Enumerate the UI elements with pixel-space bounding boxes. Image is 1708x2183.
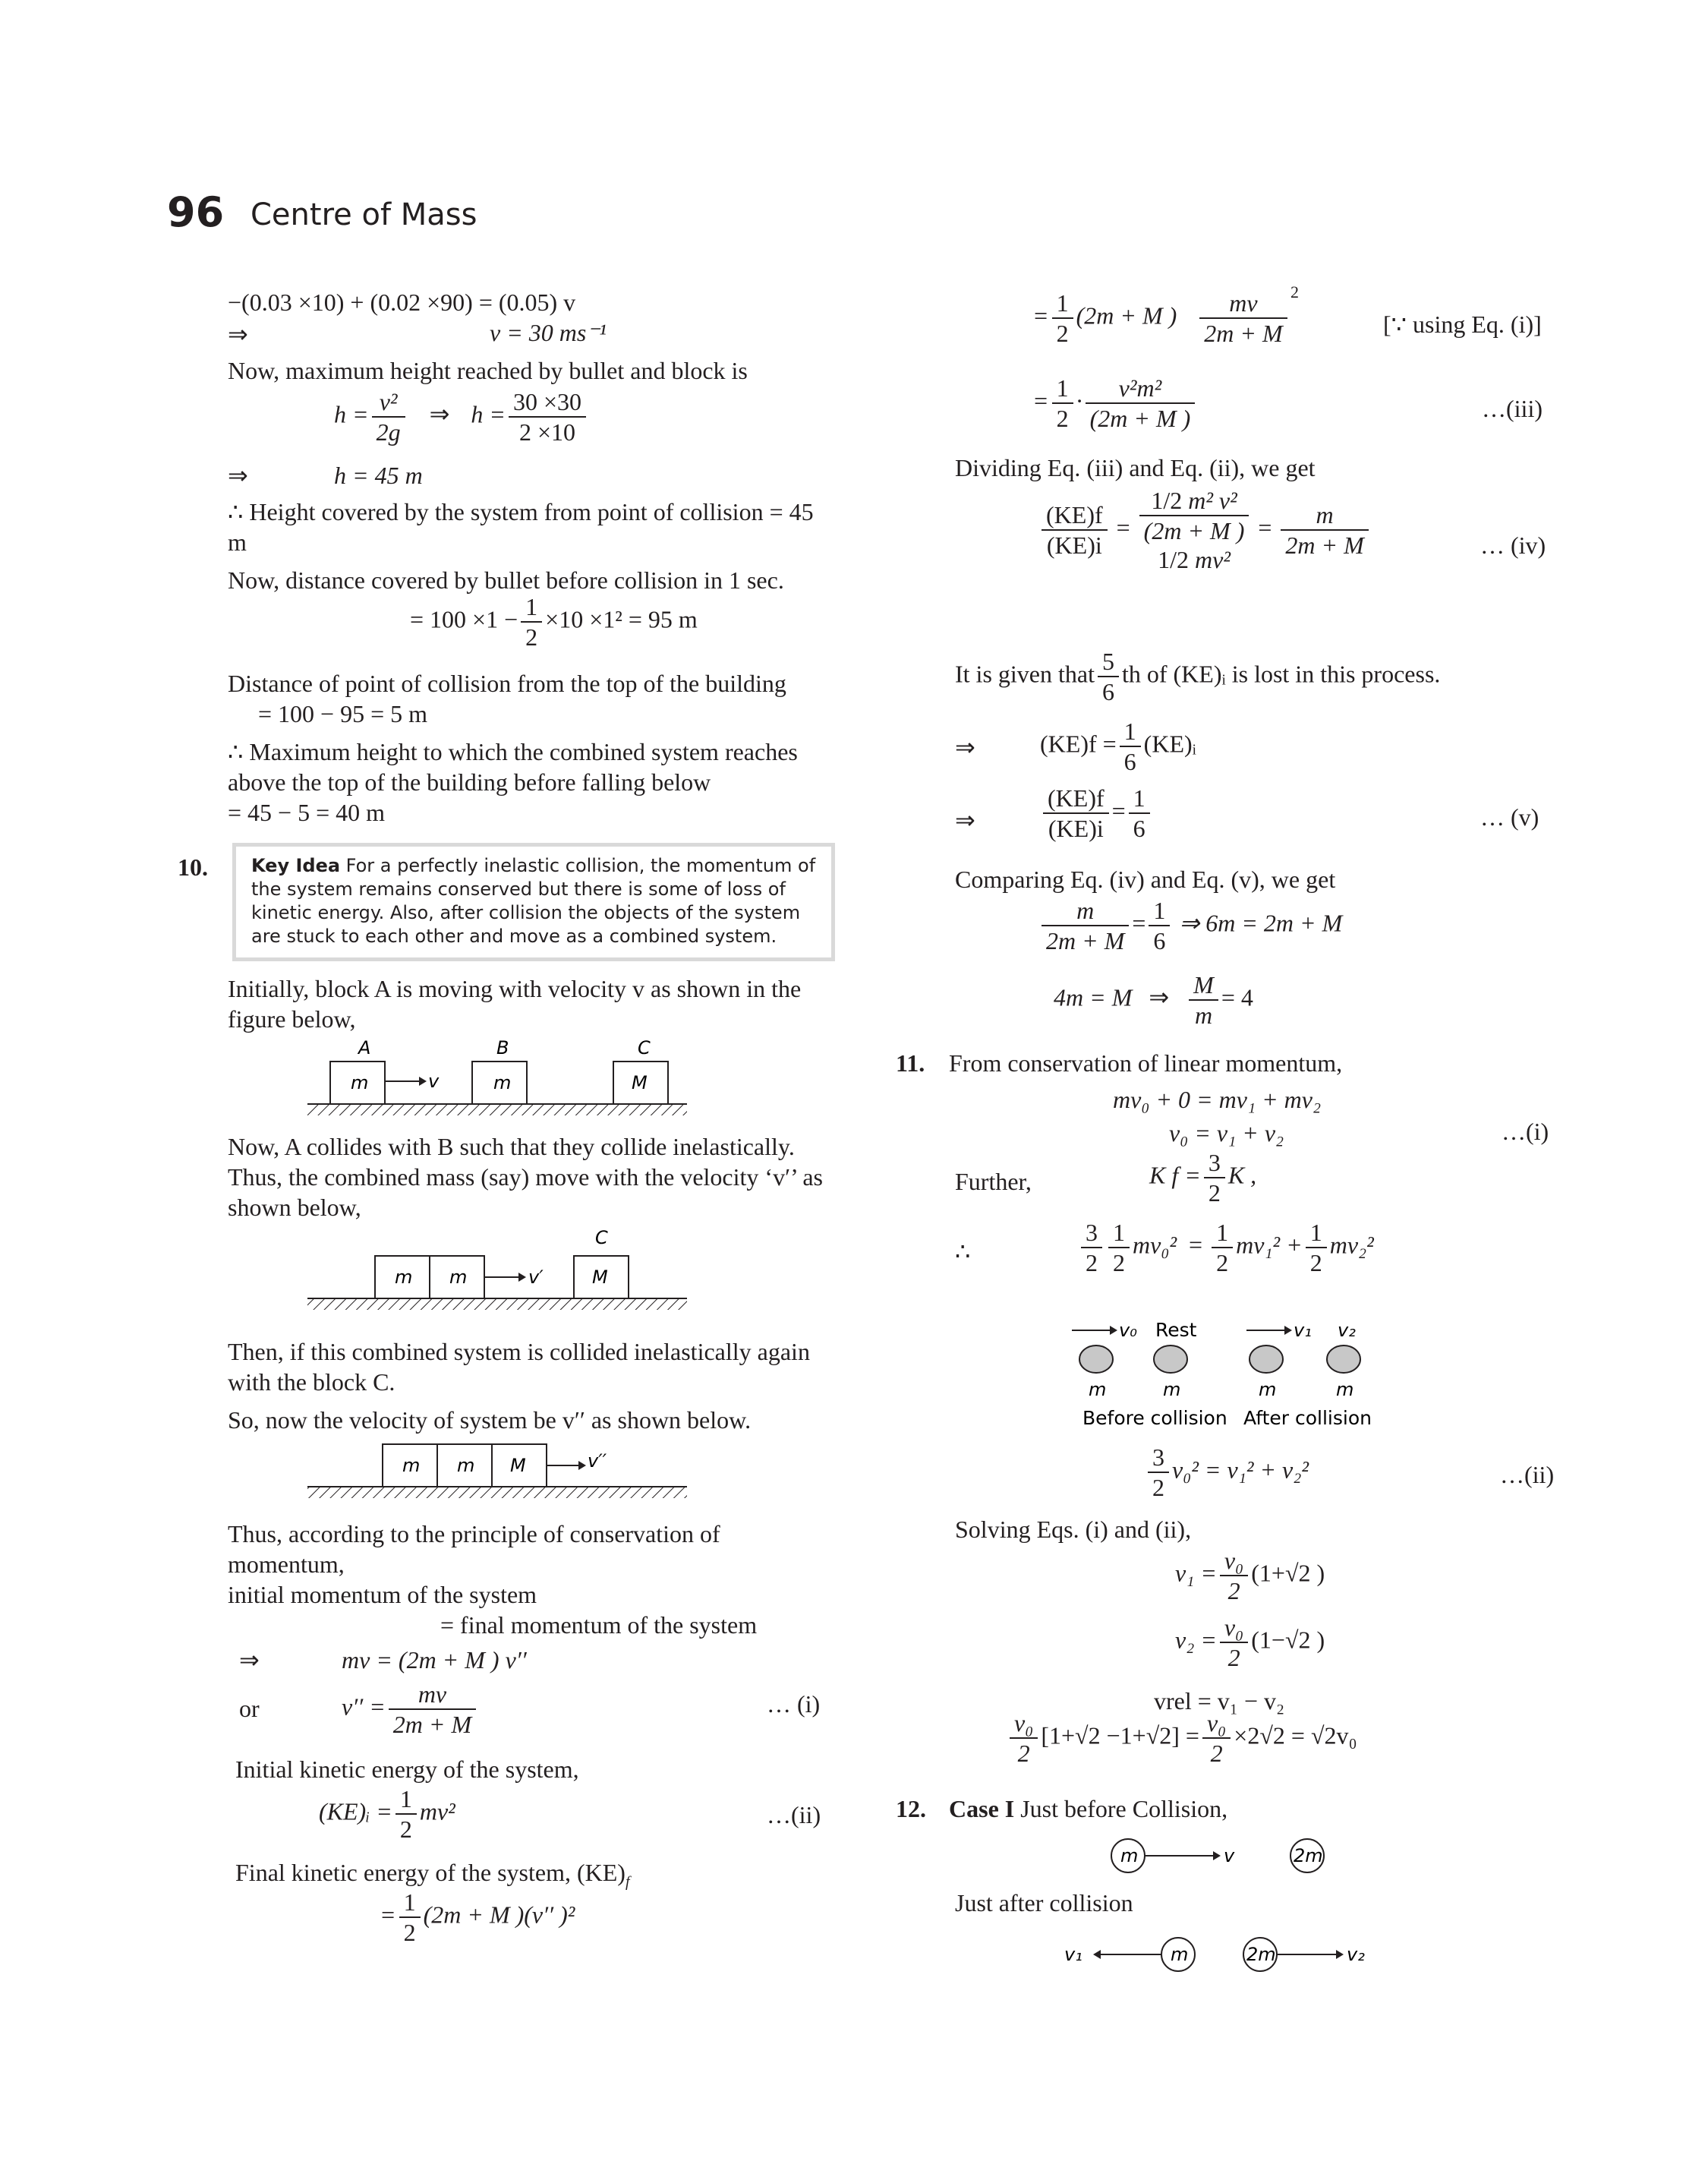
note-using-eq: [∵ using Eq. (i)] (1383, 311, 1542, 338)
eq-linear-momentum: mv₀ + 0 = mv₁ + mv₂ (1113, 1086, 1322, 1113)
eq-final-velocity: v′′ = $\frac{mv}{2m + M}$ (342, 1680, 479, 1739)
text-line: Initially, block A is moving with velocity v as shown in the (228, 975, 802, 1002)
text-line: figure below, (228, 1005, 356, 1033)
text-line: shown below, (228, 1194, 361, 1221)
implies: ⇒ (955, 733, 975, 761)
text-line: Thus, according to the principle of conservation of (228, 1520, 720, 1547)
label-c: C (638, 1037, 651, 1058)
eq-relative-velocity: vrel = v₁ − v₂ (1154, 1687, 1285, 1715)
figure-case1-before (1101, 1830, 1344, 1883)
eq-compare: $\frac{m}{2m + M}$ = $\frac{1}{6}$ ⇒ 6m = 2m + M (1038, 896, 1342, 955)
therefore: ∴ (955, 1238, 971, 1265)
text-line: Now, A collides with B such that they collide inelastically. (228, 1133, 795, 1160)
velocity-v: v (428, 1071, 440, 1092)
implies: ⇒ (955, 806, 975, 834)
before-collision-label: Before collision (1082, 1407, 1227, 1429)
question-number: 11. (896, 1049, 925, 1077)
equation-number: … (iv) (1480, 532, 1546, 559)
eq-line: = 45 − 5 = 40 m (228, 799, 386, 826)
implies: ⇒ (228, 320, 248, 348)
block-mass: m (449, 1267, 468, 1288)
eq-energy: $\frac{3}{2}$ v₀² = v₁² + v₂² (1145, 1443, 1309, 1502)
eq-line: = 100 − 95 = 5 m (258, 700, 428, 727)
velocity-v2: v₂ (1338, 1320, 1356, 1341)
text-line: Solving Eqs. (i) and (ii), (955, 1516, 1192, 1543)
eq-ke-ratio: $\frac{(KE)f}{(KE)i}$ = $\frac{1}{6}$ (1040, 784, 1153, 843)
text-line: So, now the velocity of system be v′′ as shown below. (228, 1406, 752, 1434)
block-c-mass: M (632, 1072, 648, 1093)
figure-combined-ab (304, 1222, 698, 1314)
block-mass: M (510, 1455, 526, 1476)
text-line: Just after collision (955, 1889, 1133, 1916)
chapter-title: Centre of Mass (251, 197, 477, 232)
eq-v2: v₂ = $\frac{\text{v₀}}{2}$ (1−√2 ) (1175, 1614, 1325, 1671)
figure-collision-balls (1063, 1312, 1382, 1434)
eq-momentum: −(0.03 ×10) + (0.02 ×90) = (0.05) v (228, 289, 576, 316)
equation-number: …(i) (1502, 1118, 1549, 1145)
text-line: Distance of point of collision from the top of the building (228, 670, 786, 697)
text-line: Case I Just before Collision, (949, 1795, 1228, 1822)
eq-kinetic-relation: K f = $\frac{3}{2}$ K , (1149, 1149, 1257, 1207)
text-line: Initial kinetic energy of the system, (235, 1756, 579, 1783)
mass-2m: 2m (1246, 1944, 1276, 1965)
further: Further, (955, 1168, 1032, 1195)
eq-momentum-conservation: mv = (2m + M ) v′′ (342, 1646, 527, 1674)
eq-distance: = 100 ×1 − $\frac{1}{2}$ ×10 ×1² = 95 m (410, 593, 698, 651)
mass-label: m (1336, 1379, 1354, 1400)
eq-mass-ratio: 4m = M ⇒ $\frac{M}{m}$ = 4 (1054, 971, 1253, 1029)
eq-final-ke: = $\frac{1}{2}$ (2m + M )(v′′ )² (380, 1888, 575, 1946)
velocity-v2: v₂ (1347, 1944, 1365, 1965)
eq-initial-ke: (KE)ᵢ = $\frac{1}{2}$ mv² (319, 1785, 455, 1843)
rest-label: Rest (1155, 1319, 1197, 1341)
figure-case1-after (1055, 1929, 1382, 1982)
label-a: A (358, 1037, 371, 1058)
text-line: Thus, the combined mass (say) move with the velocity ‘v′’ as (228, 1163, 823, 1191)
velocity-v-double-prime: v′′ (588, 1450, 607, 1472)
question-number: 12. (896, 1795, 926, 1822)
block-a-mass: m (351, 1072, 369, 1093)
text-line: ∴ Maximum height to which the combined system reaches (228, 738, 798, 765)
text-line: above the top of the building before falling below (228, 768, 711, 796)
block-b-mass: m (493, 1072, 512, 1093)
exponent: 2 (1290, 282, 1299, 301)
velocity-v1: v₁ (1064, 1944, 1082, 1965)
label-c: C (595, 1227, 608, 1248)
eq-ke-relation: (KE)f = $\frac{1}{6}$ (KE)ᵢ (1040, 718, 1196, 775)
text-line: ∴ Height covered by the system from point of collision = 45 (228, 498, 814, 525)
eq-velocity-sum: v₀ = v₁ + v₂ (1169, 1119, 1284, 1147)
eq-height-1: h = $\frac{\text{v²}}{2g}$ ⇒ h = $\frac{30 \times 30}{2 \times 10}$ (334, 387, 589, 446)
eq-height-2: h = 45 m (334, 462, 423, 489)
implies: ⇒ (228, 462, 248, 489)
text-line: Now, maximum height reached by bullet and block is (228, 357, 748, 384)
mass-label: m (1163, 1379, 1181, 1400)
key-idea-label: Key Idea (251, 855, 341, 876)
eq-ke-sub: = $\frac{1}{2}$ (2m + M ) $\frac{mv}{2m + M}$ (1032, 289, 1290, 348)
block-mass: m (457, 1455, 475, 1476)
eq-ratio: $\frac{(KE)f}{(KE)i}$ = 1/2 m² v² (2m + M ) 1/2 mv² = $\frac{m}{2m + M}$ (1038, 486, 1372, 574)
equation-number: … (i) (767, 1690, 821, 1718)
equation-number: …(ii) (767, 1801, 821, 1828)
key-idea-text: For a perfectly inelastic collision, the momentum of the system remains conserved but there is some of loss of kinetic energy. Also, after collision the objects of the system are stuck to each other and move as a combined system. (251, 855, 816, 947)
velocity-v: v (1224, 1845, 1235, 1866)
block-c-mass: M (592, 1267, 608, 1288)
implies: ⇒ (239, 1646, 260, 1674)
or: or (239, 1695, 260, 1722)
text-line: = final momentum of the system (440, 1611, 758, 1639)
mass-label: m (1089, 1379, 1107, 1400)
label-b: B (496, 1037, 509, 1058)
mass-2m: 2m (1294, 1845, 1323, 1866)
eq-velocity: v = 30 ms⁻¹ (490, 319, 607, 346)
eq-kinetic-expanded: $\frac{3}{2}$ $\frac{1}{2}$ mv₀² = $\frac{1}{2}$ mv₁² + $\frac{1}{2}$ mv₂² (1078, 1218, 1374, 1277)
text-line: with the block C. (228, 1368, 395, 1396)
figure-blocks-abc (304, 1033, 698, 1124)
question-number: 10. (178, 853, 208, 881)
text-line: Dividing Eq. (iii) and Eq. (ii), we get (955, 454, 1316, 481)
equation-number: …(iii) (1482, 395, 1543, 422)
mass-label: m (1259, 1379, 1277, 1400)
text-line: initial momentum of the system (228, 1581, 537, 1608)
text-line: Final kinetic energy of the system, $(KE)_f$ (235, 1859, 630, 1891)
text-line: m (228, 528, 247, 556)
page-number: 96 (167, 188, 225, 236)
mass-m: m (1171, 1944, 1189, 1965)
eq-v1: v₁ = $\frac{\text{v₀}}{2}$ (1+√2 ) (1175, 1547, 1325, 1604)
figure-combined-abc (304, 1427, 698, 1511)
text-line: momentum, (228, 1550, 345, 1578)
eq-ke-final: = $\frac{1}{2}$ · $\frac{\text{v²m²}}{(2m + M )}$ (1032, 374, 1198, 433)
text-line: From conservation of linear momentum, (949, 1049, 1343, 1077)
block-mass: m (395, 1267, 413, 1288)
key-idea-box (232, 843, 835, 961)
text-line: Now, distance covered by bullet before collision in 1 sec. (228, 566, 784, 594)
eq-relative-velocity-result: $\frac{\text{v₀}}{2}$ [1+√2 −1+√2] = $\frac{\text{v₀}}{2}$ ×2√2 = √2v₀ (1007, 1708, 1357, 1768)
velocity-v0: v₀ (1119, 1320, 1137, 1341)
text-line: It is given that $\frac{5}{6}$ th of (KE)ᵢ is lost in this process. (955, 648, 1441, 705)
text-line: Then, if this combined system is collided inelastically again (228, 1338, 810, 1365)
text-line: Comparing Eq. (iv) and Eq. (v), we get (955, 866, 1336, 893)
velocity-v-prime: v′ (528, 1267, 544, 1288)
block-mass: m (402, 1455, 421, 1476)
velocity-v1: v₁ (1294, 1320, 1312, 1341)
after-collision-label: After collision (1243, 1407, 1372, 1429)
equation-number: …(ii) (1500, 1461, 1555, 1488)
mass-m: m (1120, 1845, 1139, 1866)
equation-number: … (v) (1480, 803, 1539, 831)
